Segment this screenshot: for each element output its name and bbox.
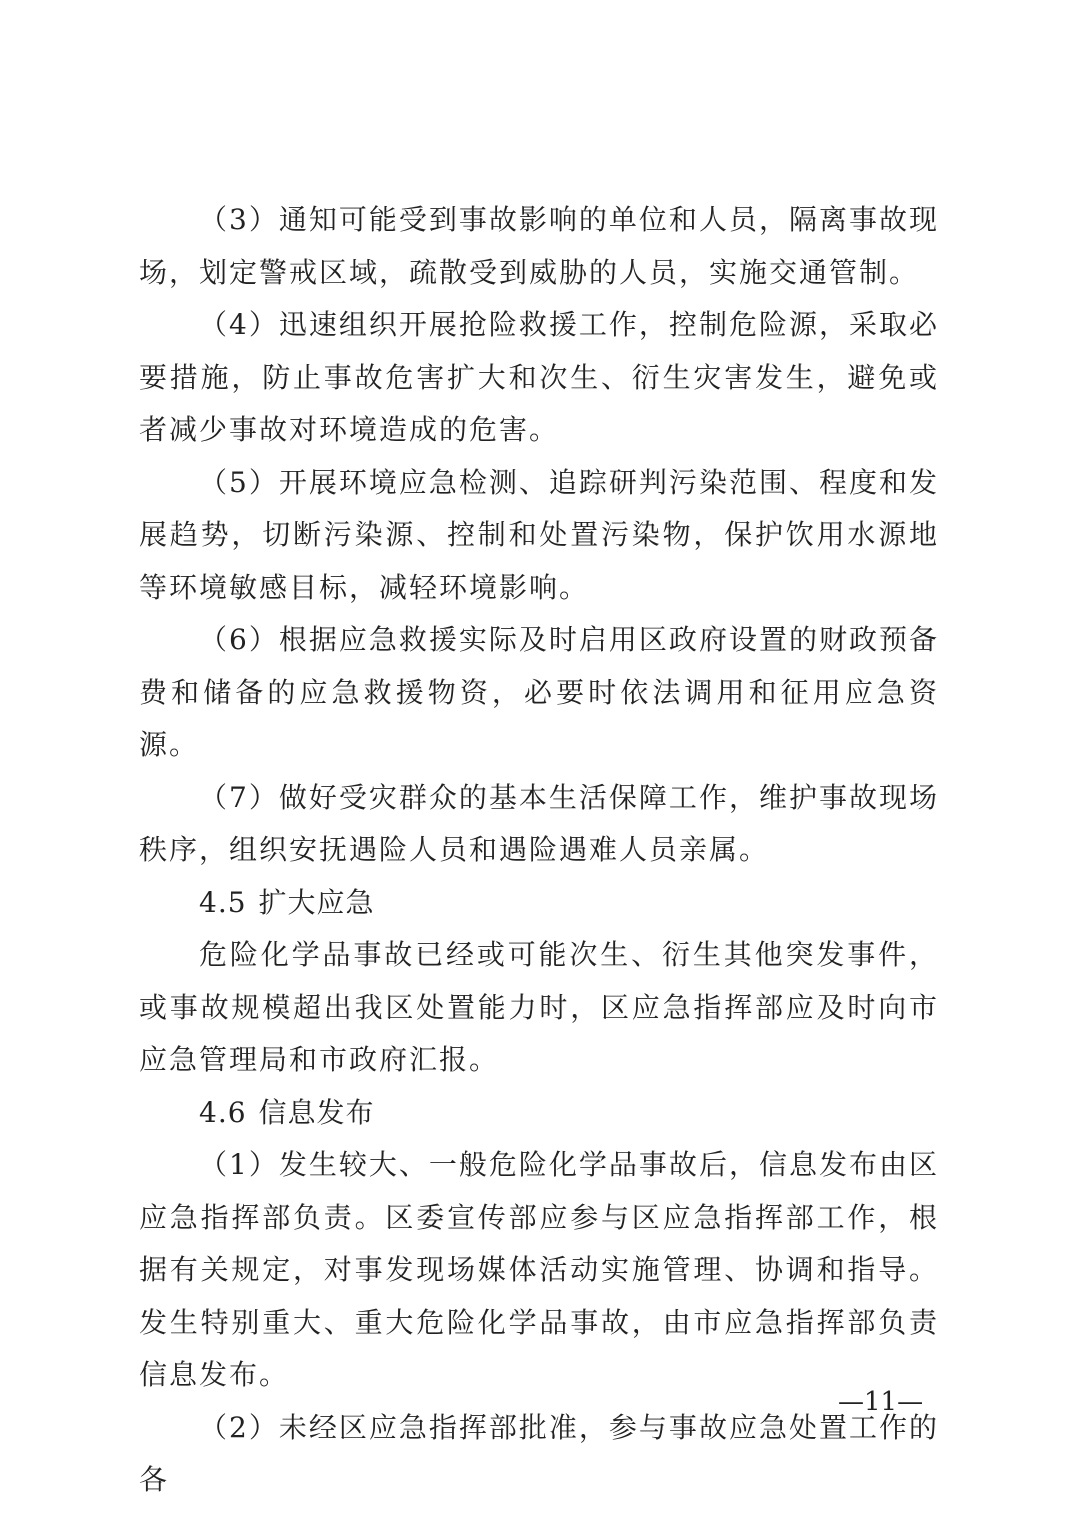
paragraph-item-5: （5）开展环境应急检测、追踪研判污染范围、程度和发展趋势，切断污染源、控制和处置污染物，保护饮用水源地等环境敏感目标，减轻环境影响。 [139, 465, 939, 604]
paragraph-item-6: （6）根据应急救援实际及时启用区政府设置的财政预备费和储备的应急救援物资，必要时依法调用和征用应急资源。 [139, 623, 939, 761]
paragraph-item-7: （7）做好受灾群众的基本生活保障工作，维护事故现场秩序，组织安抚遇险人员和遇险遇难人员亲属。 [139, 780, 939, 866]
section-4-5-paragraph: 危险化学品事故已经或可能次生、衍生其他突发事件，或事故规模超出我区处置能力时，区应急指挥部应及时向市应急管理局和市政府汇报。 [139, 938, 939, 1076]
section-heading-4-5 [139, 877, 939, 930]
paragraph-item-4: （4）迅速组织开展抢险救援工作，控制危险源，采取必要措施，防止事故危害扩大和次生、衍生灾害发生，避免或者减少事故对环境造成的危害。 [139, 308, 939, 446]
section-heading-4-6 [139, 1087, 939, 1140]
section-title: 扩大应急 [258, 885, 375, 919]
section-4-6-paragraph-1: （1）发生较大、一般危险化学品事故后，信息发布由区应急指挥部负责。区委宣传部应参与区应急指挥部工作，根据有关规定，对事发现场媒体活动实施管理、协调和指导。发生特别重大、重大危险化学品事故，由市应急指挥部负责信息发布。 [139, 1148, 939, 1391]
section-4-6-paragraph-2: （2）未经区应急指挥部批准，参与事故应急处置工作的各 [139, 1410, 939, 1496]
section-title: 信息发布 [258, 1095, 375, 1129]
page-number: —11— [838, 1387, 924, 1417]
section-number: 4.5 [199, 885, 247, 919]
paragraph-item-3: （3）通知可能受到事故影响的单位和人员，隔离事故现场，划定警戒区域，疏散受到威胁的人员，实施交通管制。 [139, 203, 939, 289]
section-number: 4.6 [199, 1095, 247, 1129]
document-body [139, 194, 939, 1507]
